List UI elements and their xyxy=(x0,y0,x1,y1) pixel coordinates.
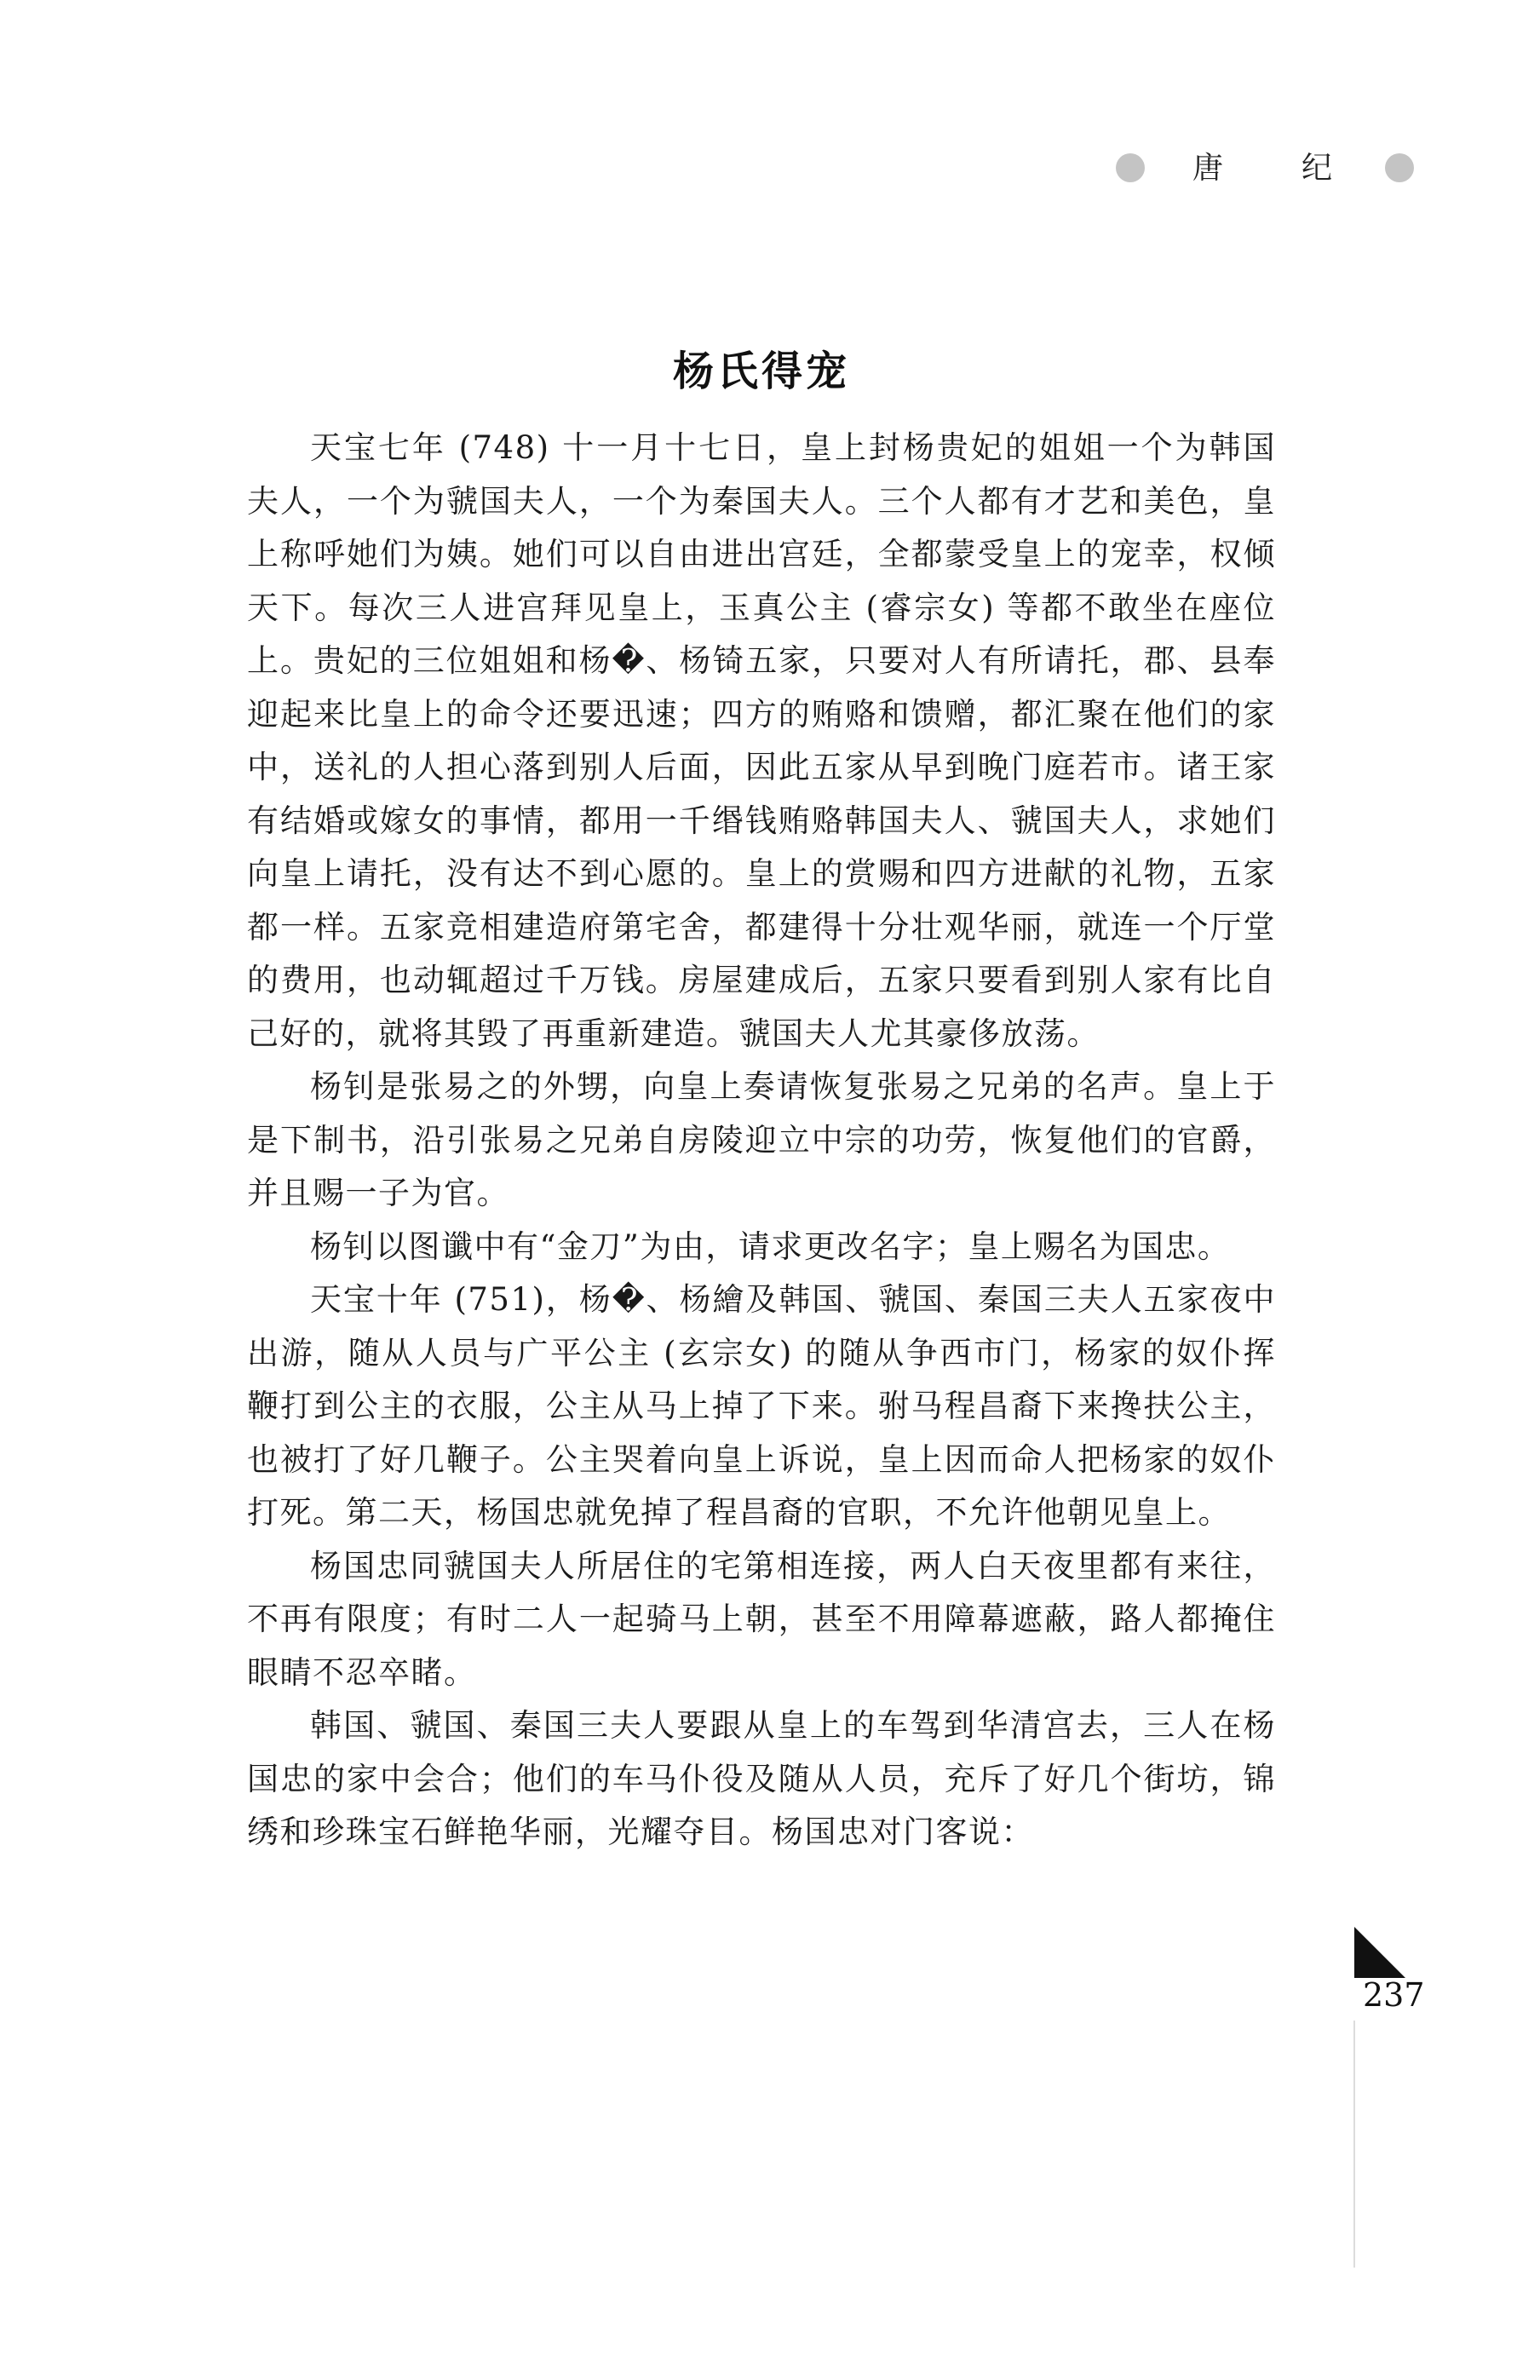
page-number: 237 xyxy=(1363,1976,1425,2014)
header-char-ji: 纪 xyxy=(1302,151,1333,186)
paragraph: 韩国、虢国、秦国三夫人要跟从皇上的车驾到华清宫去，三人在杨国忠的家中会合；他们的车马仆役及随从人员，充斥了好几个街坊，锦绣和珍珠宝石鲜艳华丽，光耀夺目。杨国忠对门客说： xyxy=(247,1707,1276,1850)
paragraph: 杨钊是张易之的外甥，向皇上奏请恢复张易之兄弟的名声。皇上于是下制书，沿引张易之兄弟自房陵迎立中宗的功劳，恢复他们的官爵，并且赐一子为官。 xyxy=(247,1068,1276,1211)
circle-ornament-icon xyxy=(1385,153,1414,182)
paragraph: 天宝七年 (748) 十一月十七日，皇上封杨贵妃的姐姐一个为韩国夫人，一个为虢国夫人，一个为秦国夫人。三个人都有才艺和美色，皇上称呼她们为姨。她们可以自由进出宫廷，全都蒙受皇上的宠幸，权倾天下。每次三人进宫拜见皇上，玉真公主 (睿宗女) 等都不敢坐在座位上。贵妃的三位姐姐和杨�、杨锜五家，只要对人有所请托，郡、县奉迎起来比皇上的命令还要迅速；四方的贿赂和馈赠，都汇聚在他们的家中，送礼的人担心落到别人后面，因此五家从早到晚门庭若市。诸王家有结婚或嫁女的事情，都用一千缗钱贿赂韩国夫人、虢国夫人，求她们向皇上请托，没有达不到心愿的。皇上的赏赐和四方进献的礼物，五家都一样。五家竞相建造府第宅舍，都建得十分壮观华丽，就连一个厅堂的费用，也动辄超过千万钱。房屋建成后，五家只要看到别人家有比自己好的，就将其毁了再重新建造。虢国夫人尤其豪侈放荡。 xyxy=(247,429,1276,1052)
page-corner-triangle-icon xyxy=(1354,1927,1405,1978)
paragraph: 杨国忠同虢国夫人所居住的宅第相连接，两人白天夜里都有来往，不再有限度；有时二人一起骑马上朝，甚至不用障幕遮蔽，路人都掩住眼睛不忍卒睹。 xyxy=(247,1547,1276,1691)
running-header xyxy=(1107,152,1422,203)
header-char-tang: 唐 xyxy=(1192,151,1224,186)
margin-divider xyxy=(1353,2021,1355,2268)
body-text xyxy=(247,422,1276,1860)
paragraph: 杨钊以图谶中有“金刀”为由，请求更改名字；皇上赐名为国忠。 xyxy=(310,1227,1231,1265)
circle-ornament-icon xyxy=(1116,153,1145,182)
section-title: 杨氏得宠 xyxy=(672,348,850,396)
paragraph: 天宝十年 (751)，杨�、杨繪及韩国、虢国、秦国三夫人五家夜中出游，随从人员与广平公主 (玄宗女) 的随从争西市门，杨家的奴仆挥鞭打到公主的衣服，公主从马上掉了下来。驸马程昌裔下来搀扶公主，也被打了好几鞭子。公主哭着向皇上诉说，皇上因而命人把杨家的奴仆打死。第二天，杨国忠就免掉了程昌裔的官职，不允许他朝见皇上。 xyxy=(247,1281,1276,1531)
